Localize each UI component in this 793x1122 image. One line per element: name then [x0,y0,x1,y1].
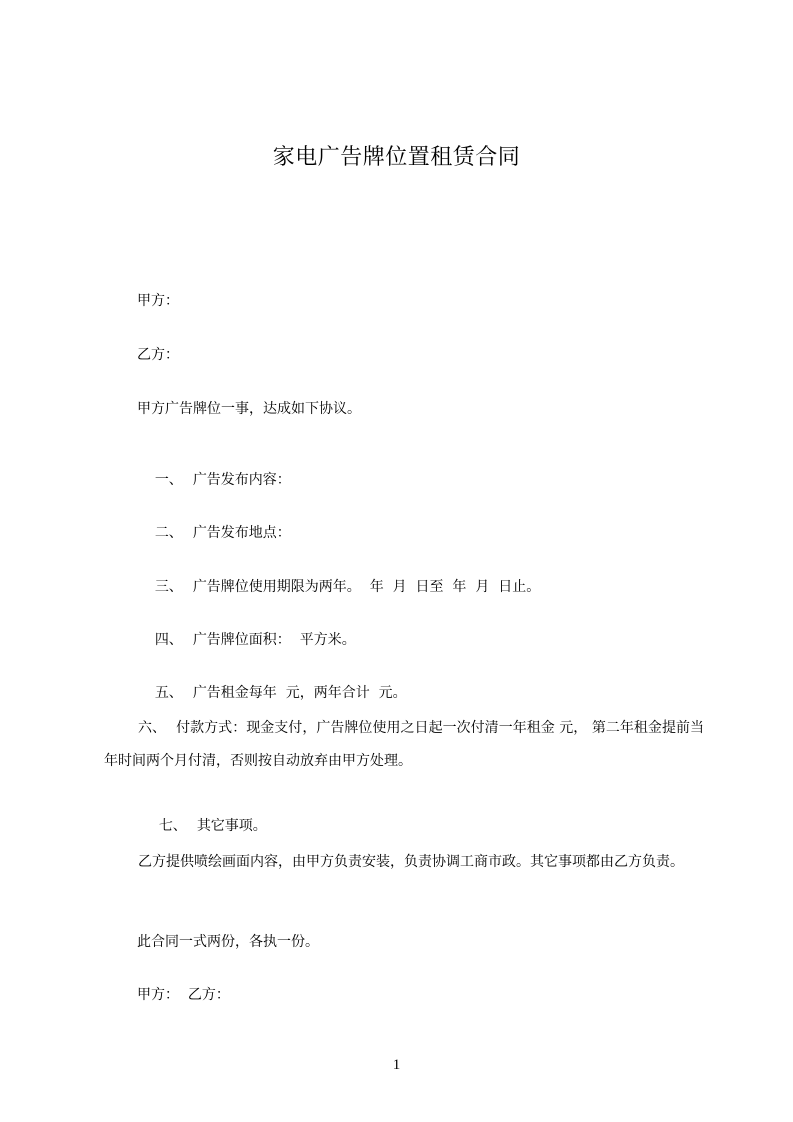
clause-text: 其它事项。 [196,818,267,834]
clause-text: 付款方式：现金支付，广告牌位使用之日起一次付清一年租金 元， 第二年租金提前当年时间两个月付清，否则按自动放弃由甲方处理。 [104,720,705,769]
clause-number: 四、 [154,632,183,648]
document-title: 家电广告牌位置租赁合同 [272,145,521,170]
clause-number: 三、 [154,579,183,595]
clause-number: 六、 [138,720,167,736]
page-number: 1 [392,1057,401,1073]
clause-text: 广告牌位面积： 平方米。 [192,632,356,648]
clause-1 [137,453,291,507]
party-a-line: 甲方： [137,293,179,309]
clause-number: 一、 [154,472,183,488]
other-matters-paragraph: 乙方提供喷绘画面内容，由甲方负责安装，负责协调工商市政。其它事项都由乙方负责。 [138,854,684,870]
clause-number: 五、 [154,685,183,701]
clause-text: 广告发布地点： [192,525,291,541]
clause-text: 广告牌位使用期限为两年。 年 月 日至 年 月 日止。 [192,579,541,595]
clause-number: 七、 [158,818,187,834]
clause-2 [137,506,291,560]
clause-text: 广告租金每年 元，两年合计 元。 [192,685,407,701]
intro-line: 甲方广告牌位一事，达成如下协议。 [137,401,361,417]
clause-text: 广告发布内容： [192,472,291,488]
party-b-line: 乙方： [137,347,179,363]
clause-3 [137,560,540,614]
clause-4 [137,613,356,667]
signature-line: 甲方： 乙方： [137,987,230,1003]
clause-7 [141,799,267,853]
clause-number: 二、 [154,525,183,541]
copies-line: 此合同一式两份，各执一份。 [137,934,319,950]
clause-6 [104,712,704,778]
